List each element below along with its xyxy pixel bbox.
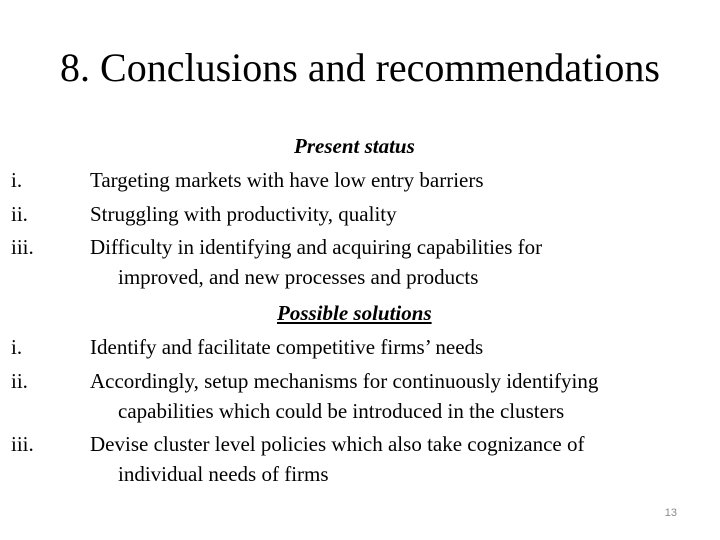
- list-marker: ii.: [11, 369, 28, 393]
- list-marker: i.: [11, 335, 23, 359]
- list-item-continuation: improved, and new processes and products: [118, 265, 479, 289]
- list-item-text: Difficulty in identifying and acquiring capabilities for: [90, 235, 543, 259]
- slide-title: 8. Conclusions and recommendations: [60, 45, 660, 90]
- page-number: 13: [664, 507, 677, 519]
- list-marker: ii.: [11, 202, 28, 226]
- list-item-text: Struggling with productivity, quality: [90, 202, 397, 226]
- list-item-text: Targeting markets with have low entry barriers: [90, 168, 484, 192]
- list-item-continuation: capabilities which could be introduced in the clusters: [118, 399, 565, 423]
- list-item-continuation: individual needs of firms: [118, 462, 329, 486]
- list-item-text: Identify and facilitate competitive firms’ needs: [90, 335, 484, 359]
- list-marker: iii.: [11, 235, 34, 259]
- list-marker: i.: [11, 168, 23, 192]
- present-status-heading: Present status: [294, 134, 415, 158]
- list-marker: iii.: [11, 432, 34, 456]
- possible-solutions-heading: Possible solutions: [277, 301, 432, 325]
- list-item-text: Devise cluster level policies which also take cognizance of: [90, 432, 585, 456]
- list-item-text: Accordingly, setup mechanisms for continuously identifying: [90, 369, 599, 393]
